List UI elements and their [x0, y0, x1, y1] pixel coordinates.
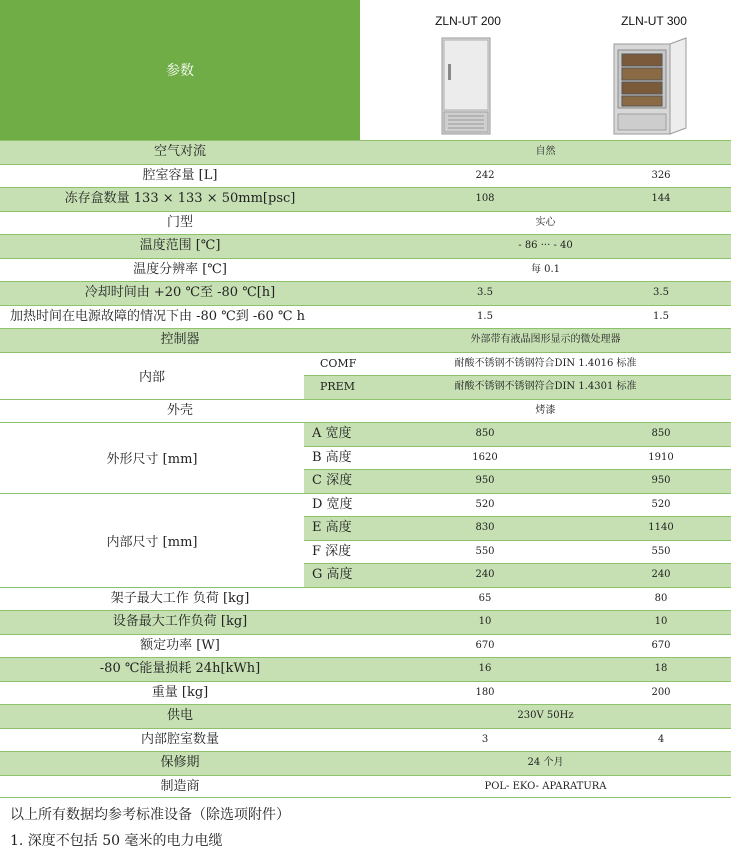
value-model-1: 10 [478, 616, 492, 627]
value-model-2: 240 [651, 569, 671, 580]
table-row [0, 164, 731, 188]
row-label: 腔室容量 [L] [142, 167, 218, 183]
value-model-2: 200 [651, 686, 671, 698]
row-label: 外壳 [166, 402, 193, 418]
table-row [0, 634, 731, 658]
row-label: 门型 [166, 214, 193, 230]
row-label: 保修期 [160, 755, 200, 770]
value-model-1: 240 [475, 569, 495, 580]
value-model-1: 1620 [472, 451, 498, 463]
table-row [0, 211, 731, 235]
value-model-2: 550 [651, 545, 671, 557]
group-label: 内部尺寸 [mm] [0, 493, 304, 587]
model-name-1: ZLN-UT 200 [435, 14, 501, 28]
row-value: 耐酸不锈钢不锈钢符合DIN 1.4301 标准 [454, 381, 637, 392]
value-model-2: 144 [651, 193, 671, 204]
param-header-cell [0, 0, 360, 140]
row-sublabel: E 高度 [312, 520, 352, 535]
table-row [0, 704, 731, 728]
row-sublabel: C 深度 [312, 473, 353, 488]
row-sublabel: B 高度 [312, 449, 352, 465]
freezer-image-2 [612, 36, 688, 136]
value-model-1: 108 [475, 193, 495, 204]
value-model-1: 850 [475, 428, 495, 439]
row-label: 制造商 [160, 778, 200, 794]
value-model-1: 3 [481, 733, 489, 745]
table-row [0, 681, 731, 705]
row-value: POL- EKO- APARATURA [484, 780, 607, 792]
value-model-2: 1.5 [653, 310, 669, 322]
value-model-2: 850 [651, 428, 671, 439]
table-row [0, 328, 731, 352]
row-label: 控制器 [160, 332, 200, 347]
value-model-1: 550 [475, 545, 495, 557]
row-sublabel: G 高度 [312, 567, 353, 582]
row-value: 230V 50Hz [517, 710, 574, 721]
freezer-image-1 [440, 36, 492, 136]
value-model-1: 3.5 [477, 287, 493, 298]
table-row [0, 234, 731, 258]
row-label: -80 ℃能量损耗 24h[kWh] [99, 661, 261, 676]
row-value: 烤漆 [535, 404, 556, 416]
value-model-2: 1910 [648, 451, 674, 463]
value-model-1: 1.5 [477, 310, 493, 322]
value-model-1: 180 [475, 686, 495, 698]
row-label: 供电 [166, 708, 193, 723]
table-header [0, 0, 731, 140]
value-model-1: 520 [475, 498, 495, 510]
row-sublabel: COMF [320, 356, 357, 370]
value-model-2: 326 [651, 169, 671, 181]
param-label: 参数 [166, 63, 194, 79]
table-row [0, 187, 731, 211]
value-model-2: 80 [654, 592, 668, 604]
row-label: 冷却时间由 +20 ℃至 -80 ℃[h] [84, 285, 276, 300]
value-model-2: 3.5 [653, 287, 669, 298]
value-model-2: 1140 [648, 522, 674, 533]
value-model-1: 670 [475, 639, 495, 651]
row-value: 实心 [535, 216, 556, 228]
value-model-2: 950 [651, 475, 671, 486]
model-name-2: ZLN-UT 300 [621, 14, 687, 28]
value-model-2: 520 [651, 498, 671, 510]
row-value: 自然 [535, 146, 556, 157]
table-row [0, 775, 731, 799]
row-label: 设备最大工作负荷 [kg] [112, 614, 248, 629]
value-model-2: 670 [651, 639, 671, 651]
group-label: 内部 [0, 352, 304, 399]
row-label: 加热时间在电源故障的情况下由 -80 ℃到 -60 ℃ h [10, 308, 305, 324]
group-label: 外形尺寸 [mm] [0, 422, 304, 493]
value-model-1: 950 [475, 475, 495, 486]
row-label: 空气对流 [153, 144, 206, 159]
row-label: 温度分辨率 [℃] [133, 261, 227, 277]
value-model-2: 4 [657, 733, 665, 745]
value-model-1: 242 [475, 169, 495, 181]
footnote-1: 以上所有数据均参考标准设备（除选项附件） [10, 807, 290, 823]
row-label: 内部腔室数量 [140, 731, 219, 747]
table-row [0, 140, 731, 164]
table-row [0, 587, 731, 611]
row-sublabel: A 宽度 [312, 426, 352, 441]
table-row [0, 610, 731, 634]
footnote-2: 1. 深度不包括 50 毫米的电力电缆 [10, 833, 223, 849]
row-sublabel: PREM [320, 380, 355, 393]
value-model-2: 10 [654, 616, 668, 627]
row-value: 耐酸不锈钢不锈钢符合DIN 1.4016 标准 [454, 357, 637, 369]
row-label: 重量 [kg] [151, 684, 209, 700]
row-label: 冻存盒数量 133 × 133 × 50mm[psc] [64, 191, 296, 206]
value-model-1: 65 [478, 592, 492, 604]
row-sublabel: F 深度 [312, 543, 352, 559]
table-row [0, 751, 731, 775]
row-value: 每 0.1 [530, 263, 561, 275]
value-model-2: 18 [654, 663, 668, 674]
table-row [0, 305, 731, 329]
table-row [0, 399, 731, 423]
row-value: 外部带有液晶图形显示的微处理器 [470, 334, 621, 345]
table-row [0, 728, 731, 752]
table-row [0, 281, 731, 305]
row-sublabel: D 宽度 [312, 496, 353, 512]
value-model-1: 16 [478, 663, 492, 674]
table-row [0, 258, 731, 282]
row-value: - 86 ··· - 40 [518, 240, 573, 251]
row-label: 额定功率 [W] [140, 637, 220, 653]
row-label: 温度范围 [℃] [139, 238, 221, 253]
row-value: 24 个月 [527, 757, 564, 768]
value-model-1: 830 [475, 522, 495, 533]
table-row [0, 657, 731, 681]
row-label: 架子最大工作 负荷 [kg] [110, 590, 250, 606]
